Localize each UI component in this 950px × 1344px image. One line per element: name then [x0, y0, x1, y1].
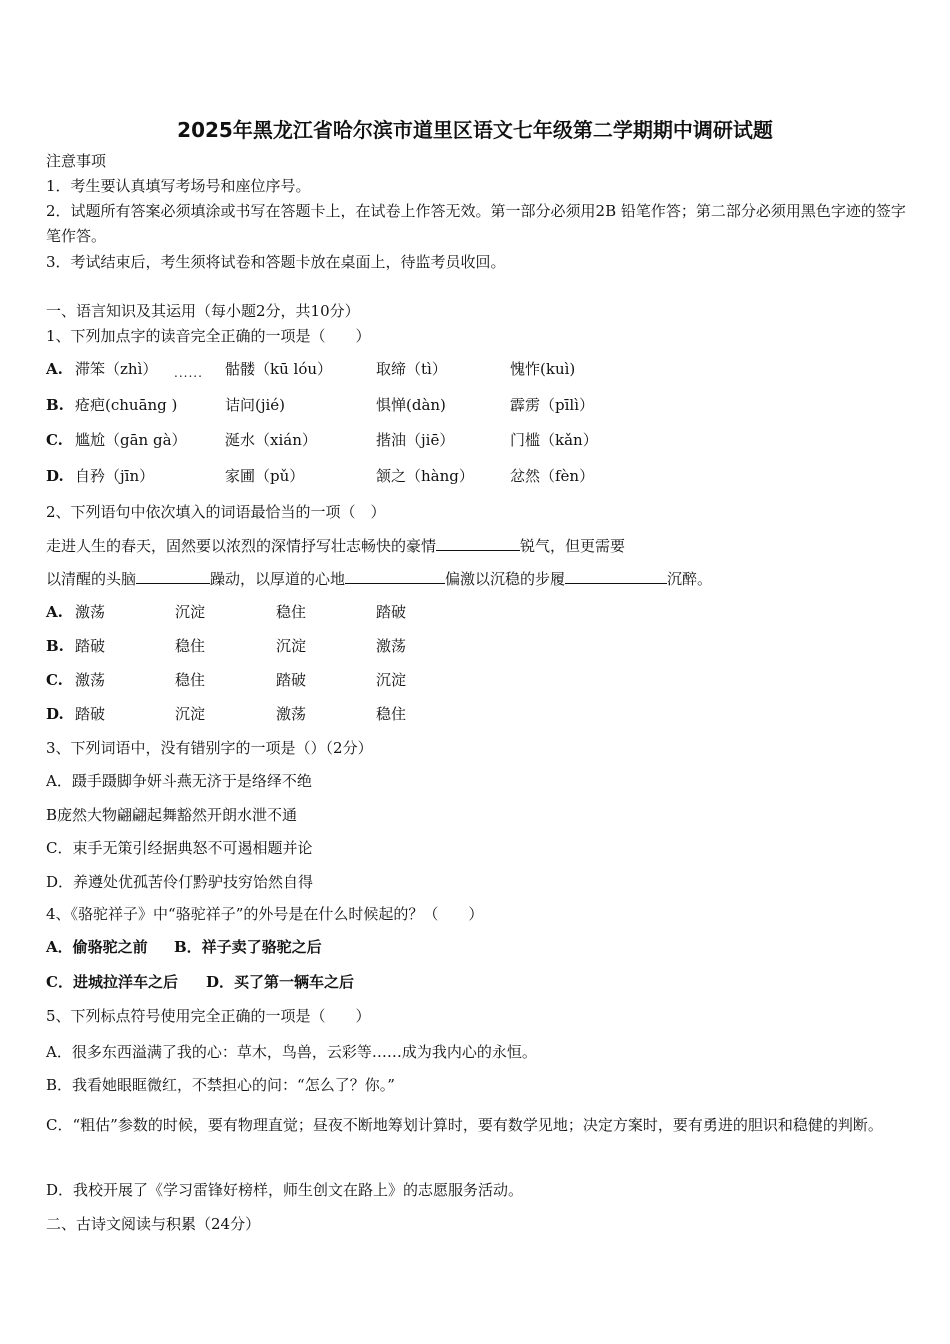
q2-option-word: 沉淀 [175, 603, 206, 621]
q1-option-word: 家圃（pǔ） [225, 467, 305, 485]
q1-option-word: 惧惮(dàn) [376, 396, 446, 414]
q2-option-word: 踏破 [276, 671, 307, 689]
q2-option-word: 激荡 [376, 637, 407, 655]
q2-passage-line-2 [46, 569, 712, 589]
q2-text: 躁动，以厚道的心地 [210, 570, 346, 588]
q1-option-label: C. [46, 431, 63, 449]
emphasis-dots: ...... [174, 366, 203, 380]
q2-text: 以清醒的头脑 [46, 570, 137, 588]
q2-option-label: D. [46, 705, 64, 723]
q1-option-word: 疮疤(chuāng ) [75, 396, 178, 414]
q4-option-a: A．偷骆驼之前 [46, 938, 148, 956]
q1-option-word: 自矜（jīn） [75, 467, 155, 485]
q2-text: 偏激以沉稳的步履 [445, 570, 566, 588]
q5-option-c: C．“粗估”参数的时候，要有物理直觉；昼夜不断地筹划计算时，要有数学见地；决定方案时，要有勇进的胆识和稳健的判断。 [46, 1116, 883, 1134]
q1-option-word: 揩油（jiē） [376, 431, 455, 449]
section-2-heading: 二、古诗文阅读与积累（24分） [46, 1215, 261, 1233]
q2-option-word: 沉淀 [376, 671, 407, 689]
q1-stem: 1、下列加点字的读音完全正确的一项是（ ） [46, 327, 371, 345]
q1-option-word: 诘问(jié) [225, 396, 286, 414]
q2-option-word: 稳住 [175, 637, 206, 655]
q1-option-label: D. [46, 467, 64, 485]
q2-passage-line-1 [46, 536, 625, 556]
q4-stem: 4、《骆驼祥子》中“骆驼祥子”的外号是在什么时候起的？（ ） [46, 905, 484, 923]
q1-option-word: 骷髅（kū lóu） [225, 360, 333, 378]
q2-option-word: 稳住 [175, 671, 206, 689]
q5-option-d: D．我校开展了《学习雷锋好榜样，师生创文在路上》的志愿服务活动。 [46, 1181, 524, 1199]
q3-stem: 3、下列词语中，没有错别字的一项是（）（2分） [46, 739, 373, 757]
q1-option-word: 愧怍(kuì) [510, 360, 576, 378]
section-1-heading: 一、语言知识及其运用（每小题2分，共10分） [46, 302, 360, 320]
notice-heading: 注意事项 [46, 152, 107, 170]
q1-option-word: 门槛（kǎn） [510, 431, 598, 449]
q1-option-word: 颔之（hàng） [376, 467, 474, 485]
q4-option-b: B．祥子卖了骆驼之后 [174, 938, 322, 956]
fill-blank [345, 569, 445, 584]
q2-option-word: 激荡 [276, 705, 307, 723]
q1-option-word: 霹雳（pīlì） [510, 396, 594, 414]
q4-option-c: C．进城拉洋车之后 [46, 973, 178, 991]
q2-option-label: C. [46, 671, 63, 689]
q3-option-d: D．养遵处优孤苦伶仃黔驴技穷饴然自得 [46, 873, 314, 891]
q2-option-label: B. [46, 637, 64, 655]
q3-option-a: A．蹑手蹑脚争妍斗燕无济于是络绎不绝 [46, 772, 312, 790]
q2-option-word: 激荡 [75, 603, 106, 621]
notice-item-1: 1．考生要认真填写考场号和座位序号。 [46, 177, 311, 195]
q1-option-word: 忿然（fèn） [510, 467, 595, 485]
notice-item-2: 2．试题所有答案必须填涂或书写在答题卡上，在试卷上作答无效。第一部分必须用2B 铅笔作答；第二部分必须用黑色字迹的签字笔作答。 [46, 202, 906, 245]
q2-option-label: A. [46, 603, 63, 621]
notice-item-3: 3．考试结束后，考生须将试卷和答题卡放在桌面上，待监考员收回。 [46, 253, 506, 271]
q3-option-c: C．束手无策引经据典怒不可遏相题并论 [46, 839, 313, 857]
q5-option-a: A．很多东西溢满了我的心：草木，鸟兽，云彩等……成为我内心的永恒。 [46, 1043, 537, 1061]
q2-text: 锐气，但更需要 [520, 537, 626, 555]
page-title: 2025年黑龙江省哈尔滨市道里区语文七年级第二学期期中调研试题 [177, 118, 773, 142]
q5-option-b: B．我看她眼眶微红，不禁担心的问：“怎么了？你。” [46, 1076, 395, 1094]
q1-option-word: 尴尬（gān gà） [75, 431, 187, 449]
fill-blank [565, 569, 667, 584]
q5-stem: 5、下列标点符号使用完全正确的一项是（ ） [46, 1007, 371, 1025]
fill-blank [136, 569, 210, 584]
q1-option-word: 涎水（xián） [225, 431, 317, 449]
q3-option-b: B庞然大物翩翩起舞豁然开朗水泄不通 [46, 806, 298, 824]
fill-blank [436, 536, 520, 551]
q1-option-word: 取缔（tì） [376, 360, 447, 378]
q1-option-label: B. [46, 396, 64, 414]
q2-option-word: 稳住 [276, 603, 307, 621]
q2-option-word: 踏破 [376, 603, 407, 621]
q1-option-word: 滞笨（zhì） [75, 360, 158, 378]
q2-option-word: 踏破 [75, 705, 106, 723]
q4-option-d: D．买了第一辆车之后 [206, 973, 355, 991]
q2-option-word: 踏破 [75, 637, 106, 655]
q2-option-word: 激荡 [75, 671, 106, 689]
q2-text: 走进人生的春天，固然要以浓烈的深情抒写壮志畅快的豪情 [46, 537, 437, 555]
q2-option-word: 沉淀 [175, 705, 206, 723]
q2-stem: 2、下列语句中依次填入的词语最恰当的一项（ ） [46, 503, 386, 521]
q2-option-word: 沉淀 [276, 637, 307, 655]
q1-option-label: A. [46, 360, 63, 378]
q2-option-word: 稳住 [376, 705, 407, 723]
q2-text: 沉醉。 [667, 570, 713, 588]
